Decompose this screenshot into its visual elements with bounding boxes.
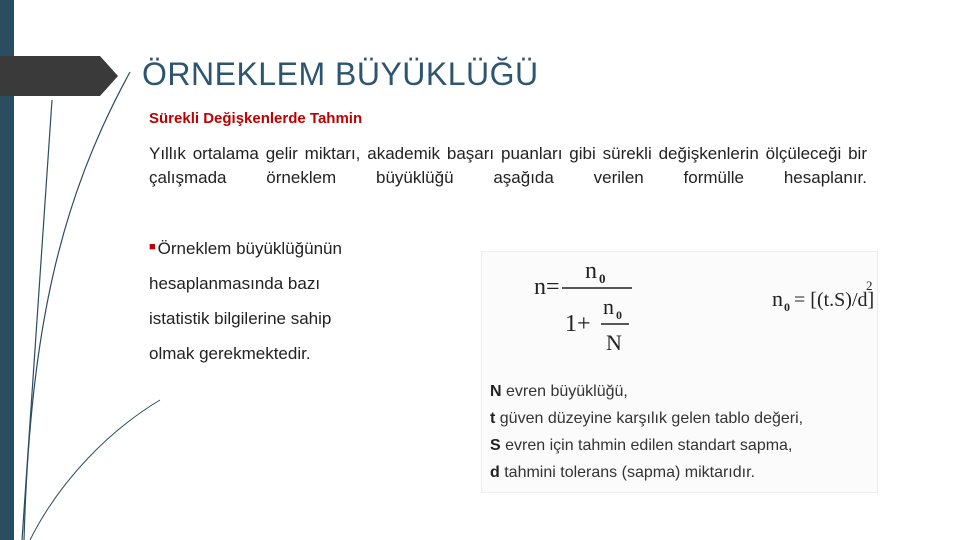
definition-item: S evren için tahmin edilen standart sapma, [490,437,793,454]
bullet-line-3: istatistik bilgilerine sahip [149,309,332,328]
formula-lhs: n= [534,274,560,300]
bullet-line-2: hesaplanmasında bazı [149,274,321,293]
formula-inner-numerator: n [603,294,614,319]
bullet-line-4: olmak gerekmektedir. [149,344,311,363]
definition-item: d tahmini tolerans (sapma) miktarıdır. [490,464,755,481]
formula-numerator: n [585,258,597,284]
formula-inner-denominator: N [606,330,622,355]
formula-one-plus: 1+ [565,311,591,337]
formula-n0-rhs: = [(t.S)/d] [794,289,875,311]
formula-equations [482,252,877,377]
definition-list [490,378,803,486]
formula-inner-numerator-sub: 0 [616,308,622,322]
intro-paragraph: Yıllık ortalama gelir miktarı, akademik başarı puanları gibi sürekli değişkenlerin ölçüleceği bir çalışmada örneklem büyüklüğü aşağıda verilen formülle hesaplanır. [149,144,867,187]
bullet-line-1: ■ Örneklem büyüklüğünün [149,239,342,258]
bullet-point [149,230,479,371]
title-tab-arrow [0,56,118,96]
slide-subtitle: Sürekli Değişkenlerde Tahmin [149,110,363,127]
slide-title: ÖRNEKLEM BÜYÜKLÜĞÜ [142,56,539,92]
formula-numerator-sub: 0 [599,271,606,286]
formula-image [481,251,878,493]
bullet-marker-icon: ■ [149,241,156,253]
formula-n0-sub: 0 [784,300,790,314]
formula-n0-exponent: 2 [866,278,873,293]
formula-n0-symbol: n [772,286,783,311]
definition-item: N evren büyüklüğü, [490,383,628,400]
definition-item: t güven düzeyine karşılık gelen tablo değeri, [490,410,804,427]
